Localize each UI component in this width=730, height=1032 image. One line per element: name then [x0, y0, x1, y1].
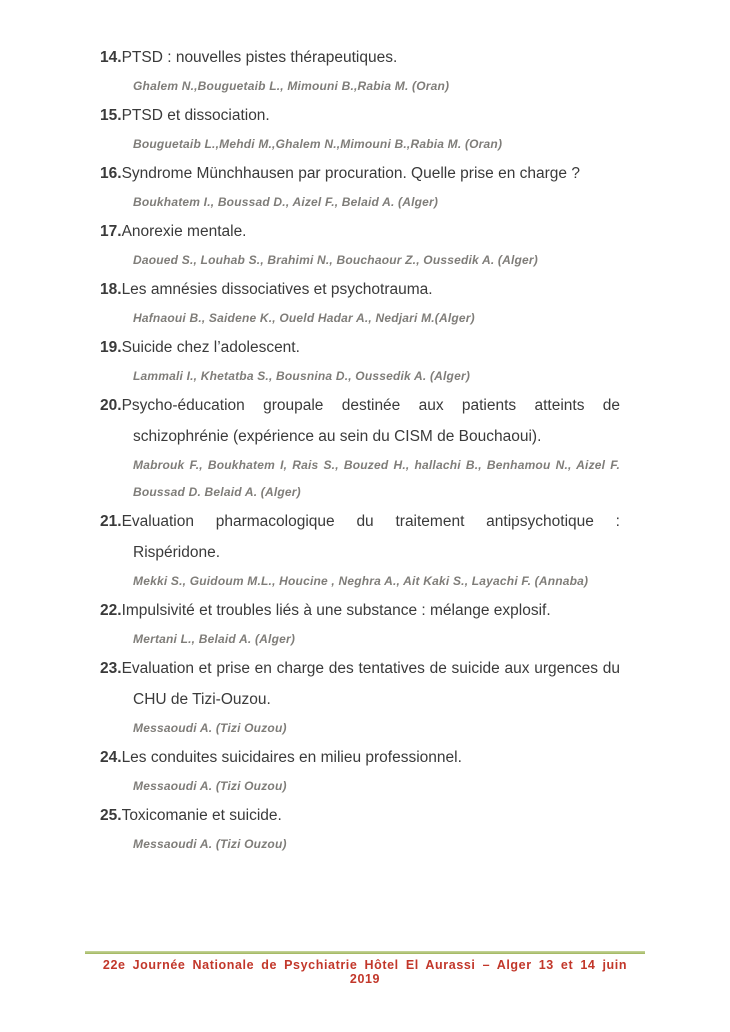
list-item: [100, 390, 620, 506]
list-item: [100, 595, 620, 653]
list-item: [100, 653, 620, 742]
item-title-line: [100, 742, 620, 773]
presentation-list: [100, 42, 620, 858]
item-number: 25.: [100, 807, 122, 824]
item-authors: Mekki S., Guidoum M.L., Houcine , Neghra A., Ait Kaki S., Layachi F. (Annaba): [133, 574, 589, 588]
item-authors: Ghalem N.,Bouguetaib L., Mimouni B.,Rabia M. (Oran): [133, 79, 450, 93]
item-title: Evaluation pharmacologique du traitement antipsychotique : Rispéridone.: [121, 513, 620, 561]
item-number: 21.: [100, 513, 122, 530]
item-authors: Messaoudi A. (Tizi Ouzou): [133, 721, 287, 735]
item-number: 18.: [100, 281, 122, 298]
item-authors: Lammali I., Khetatba S., Bousnina D., Oussedik A. (Alger): [133, 369, 471, 383]
item-authors: Bouguetaib L.,Mehdi M.,Ghalem N.,Mimouni B.,Rabia M. (Oran): [133, 137, 503, 151]
item-title-line: [100, 216, 620, 247]
item-title: PTSD et dissociation.: [121, 107, 270, 124]
item-title-line: [100, 595, 620, 626]
item-title: Toxicomanie et suicide.: [121, 807, 282, 824]
item-title-line: [100, 332, 620, 363]
item-title: Psycho-éducation groupale destinée aux patients atteints de schizophrénie (expérience au sein du CISM de Bouchaoui).: [121, 397, 620, 445]
item-title-line: [100, 100, 620, 131]
item-title-line: [100, 506, 620, 568]
item-title-line: [100, 274, 620, 305]
item-title: Evaluation et prise en charge des tentatives de suicide aux urgences du CHU de Tizi-Ouzou.: [121, 660, 620, 708]
list-item: [100, 100, 620, 158]
item-number: 20.: [100, 397, 122, 414]
item-number: 15.: [100, 107, 122, 124]
item-authors: Messaoudi A. (Tizi Ouzou): [133, 779, 287, 793]
list-item: [100, 506, 620, 595]
list-item: [100, 742, 620, 800]
item-title-line: [100, 158, 620, 189]
item-title-line: [100, 390, 620, 452]
footer-divider: [85, 951, 645, 954]
list-item: [100, 158, 620, 216]
item-number: 23.: [100, 660, 122, 677]
item-title: Impulsivité et troubles liés à une substance : mélange explosif.: [121, 602, 551, 619]
item-title: Les conduites suicidaires en milieu professionnel.: [121, 749, 462, 766]
item-title-line: [100, 42, 620, 73]
item-number: 24.: [100, 749, 122, 766]
item-authors: Daoued S., Louhab S., Brahimi N., Bouchaour Z., Oussedik A. (Alger): [133, 253, 538, 267]
item-title: Anorexie mentale.: [121, 223, 247, 240]
item-authors: Boukhatem I., Boussad D., Aizel F., Belaid A. (Alger): [133, 195, 439, 209]
item-authors: Messaoudi A. (Tizi Ouzou): [133, 837, 287, 851]
list-item: [100, 332, 620, 390]
footer-text: 22e Journée Nationale de Psychiatrie Hôtel El Aurassi – Alger 13 et 14 juin 2019: [102, 958, 628, 986]
item-title-line: [100, 653, 620, 715]
list-item: [100, 274, 620, 332]
item-number: 19.: [100, 339, 122, 356]
list-item: [100, 216, 620, 274]
item-authors: Hafnaoui B., Saidene K., Oueld Hadar A., Nedjari M.(Alger): [133, 311, 475, 325]
item-number: 22.: [100, 602, 122, 619]
item-title-line: [100, 800, 620, 831]
list-item: [100, 42, 620, 100]
item-title: PTSD : nouvelles pistes thérapeutiques.: [121, 49, 398, 66]
item-number: 17.: [100, 223, 122, 240]
item-title: Suicide chez l’adolescent.: [121, 339, 300, 356]
item-number: 16.: [100, 165, 122, 182]
item-title: Les amnésies dissociatives et psychotrauma.: [121, 281, 433, 298]
list-item: [100, 800, 620, 858]
item-number: 14.: [100, 49, 122, 66]
item-authors: Mertani L., Belaid A. (Alger): [133, 632, 296, 646]
item-authors: Mabrouk F., Boukhatem I, Rais S., Bouzed H., hallachi B., Benhamou N., Aizel F. Boussad D. Belaid A. (Alger): [133, 458, 620, 499]
item-title: Syndrome Münchhausen par procuration. Quelle prise en charge ?: [121, 165, 580, 182]
